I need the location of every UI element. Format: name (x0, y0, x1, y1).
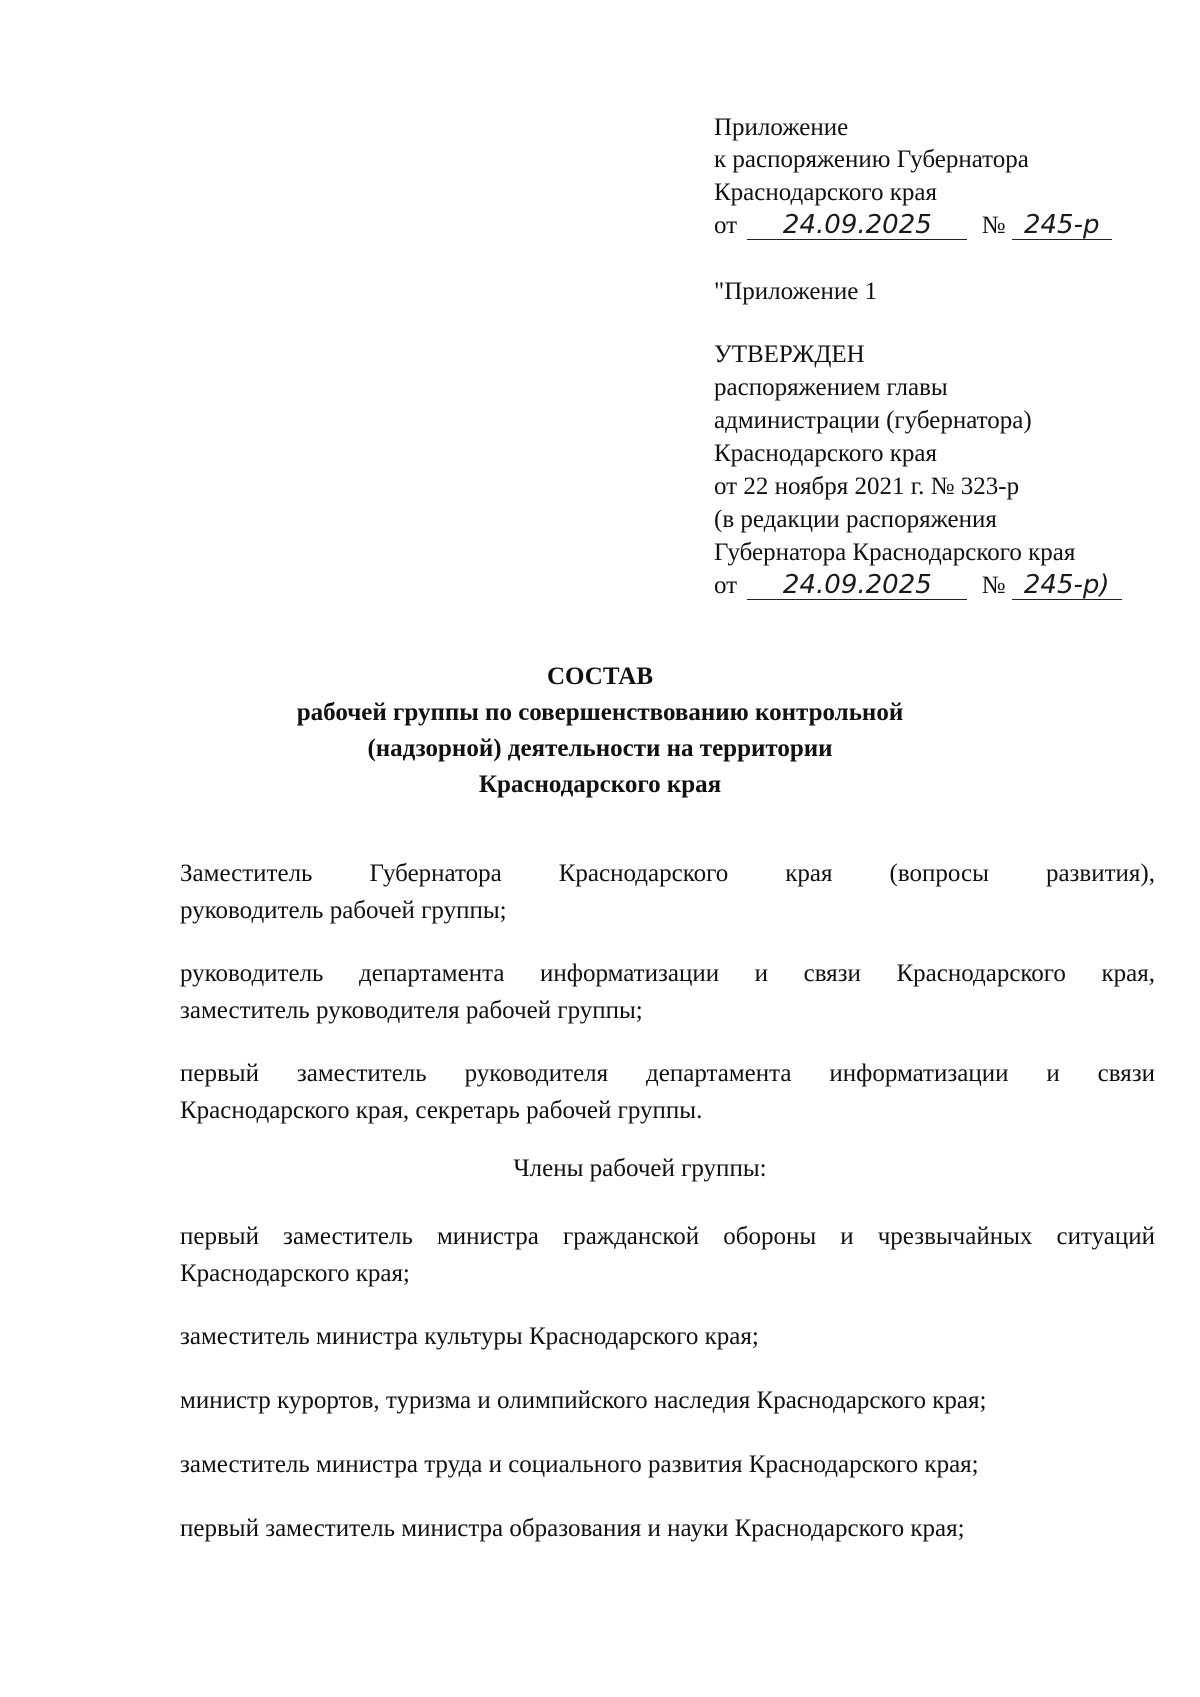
leadership-word: Заместитель (180, 860, 313, 887)
heading-line-3: Краснодарского края (478, 771, 722, 798)
approved-date-number-line (714, 570, 1122, 601)
annex-date-number-line (714, 210, 1112, 241)
annex-number-prefix: № (981, 212, 1006, 239)
leadership-item-3-line-1 (180, 1055, 1155, 1092)
member-item-2-line-1: заместитель министра культуры Краснодарского края; (180, 1323, 759, 1350)
member-item (180, 1446, 1155, 1483)
approved-handwritten-date: 24.09.2025 (747, 571, 967, 600)
leadership-word: края (785, 860, 833, 887)
annex-line-3: Краснодарского края (714, 179, 937, 206)
annex-line-2: к распоряжению Губернатора (714, 146, 1029, 173)
annex-from-prefix: от (714, 212, 738, 239)
approved-line-5: (в редакции распоряжения (714, 506, 997, 533)
leadership-word: Губернатора (369, 860, 502, 887)
leadership-item (180, 955, 1155, 1029)
heading-line-2: (надзорной) деятельности на территории (367, 735, 833, 762)
member-item (180, 1318, 1155, 1355)
member-item-4-line-1: заместитель министра труда и социального развития Краснодарского края; (180, 1451, 979, 1478)
approved-from-prefix: от (714, 572, 738, 599)
annex-handwritten-number: 245-р (1012, 211, 1112, 240)
heading-title: СОСТАВ (546, 663, 654, 690)
approved-line-1: распоряжением главы (714, 374, 948, 401)
approved-handwritten-number: 245-р) (1012, 571, 1122, 600)
leadership-item-1-line-1 (180, 855, 1155, 892)
appendix-label: "Приложение 1 (714, 278, 878, 305)
member-item-1-line-1: первый заместитель министра гражданской обороны и чрезвычайных ситуаций (180, 1223, 1155, 1250)
members-heading: Члены рабочей группы: (513, 1155, 767, 1182)
approved-line-6: Губернатора Краснодарского края (714, 539, 1076, 566)
leadership-item (180, 1055, 1155, 1129)
leadership-word: развития), (1045, 860, 1155, 887)
member-item (180, 1382, 1155, 1419)
leadership-item (180, 855, 1155, 929)
member-item (180, 1218, 1155, 1292)
approved-title: УТВЕРЖДЕН (714, 341, 865, 368)
annex-line-1: Приложение (714, 114, 849, 141)
justified-line-text: первый заместитель руководителя департамента информатизации и связи (180, 1060, 1155, 1087)
leadership-word: (вопросы (889, 860, 989, 887)
annex-handwritten-date: 24.09.2025 (747, 211, 967, 240)
approved-number-prefix: № (981, 572, 1006, 599)
heading-line-1: рабочей группы по совершенствованию контрольной (296, 699, 904, 726)
member-item (180, 1510, 1155, 1547)
leadership-item-1-line-2: руководитель рабочей группы; (180, 897, 507, 924)
member-item-5-line-1: первый заместитель министра образования и науки Краснодарского края; (180, 1515, 965, 1542)
approved-line-4: от 22 ноября 2021 г. № 323-р (714, 473, 1020, 500)
approved-line-3: Краснодарского края (714, 440, 937, 467)
member-item-3-line-1: министр курортов, туризма и олимпийского наследия Краснодарского края; (180, 1387, 987, 1414)
justified-line-text: руководитель департамента информатизации и связи Краснодарского края, (180, 960, 1155, 987)
leadership-item-2-line-1 (180, 955, 1155, 992)
approved-line-2: администрации (губернатора) (714, 407, 1032, 434)
member-item-1-line-2: Краснодарского края; (180, 1260, 410, 1287)
leadership-word: Краснодарского (558, 860, 729, 887)
leadership-item-2-line-2: заместитель руководителя рабочей группы; (180, 997, 643, 1024)
leadership-item-3-line-2: Краснодарского края, секретарь рабочей группы. (180, 1097, 703, 1124)
